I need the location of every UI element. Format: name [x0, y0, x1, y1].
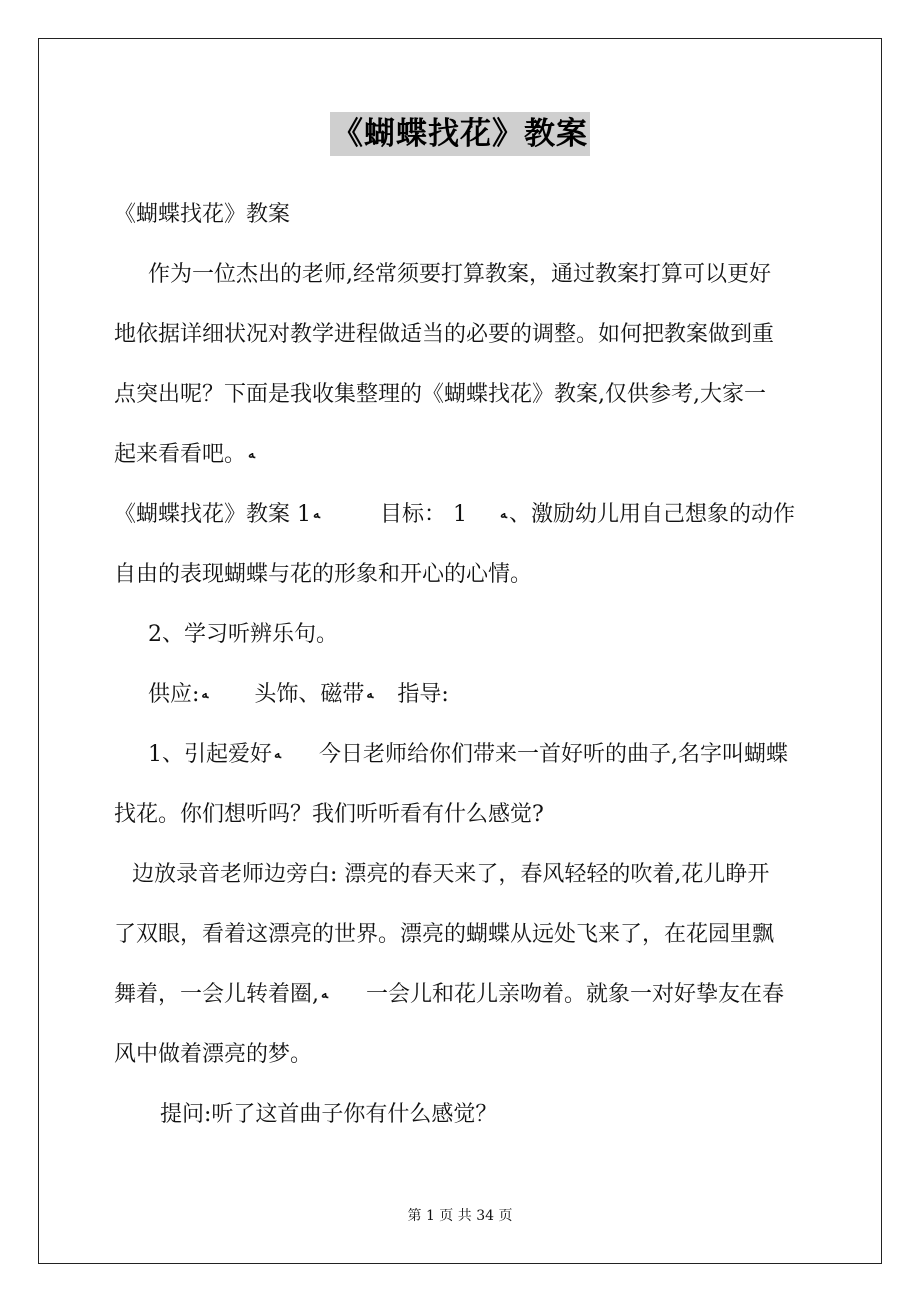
line-text: 供应:: [148, 682, 200, 707]
line-text: 、激励幼儿用自己想象的动作: [508, 502, 795, 527]
line-text: 指导:: [397, 682, 449, 707]
paragraph-line-14: [114, 1040, 312, 1070]
return-mark: ﻪ: [499, 507, 507, 522]
line-text: 边放录音老师边旁白: 漂亮的春天来了，春风轻轻的吹着,花儿睁开: [132, 862, 770, 887]
return-mark: ﻪ: [366, 687, 374, 702]
return-mark: ﻪ: [274, 747, 281, 762]
line-text: 1、引起爱好: [148, 742, 272, 767]
paragraph-line-1: [148, 260, 771, 290]
line-text: 地依据详细状况对教学进程做适当的必要的调整。如何把教案做到重: [114, 322, 775, 347]
paragraph-line-13: [114, 980, 784, 1010]
line-text: 一会儿和花儿亲吻着。就象一对好挚友在春: [365, 982, 784, 1007]
paragraph-line-9: [148, 740, 788, 770]
document-title: 《蝴蝶找花》教案: [330, 112, 590, 156]
line-text: 头饰、磁带: [254, 682, 365, 707]
line-text: 今日老师给你们带来一首好听的曲子,名字叫蝴蝶: [318, 742, 788, 767]
line-text: 2、学习听辨乐句。: [148, 622, 338, 647]
line-text: 风中做着漂亮的梦。: [114, 1042, 313, 1067]
paragraph-line-7: [148, 620, 338, 650]
line-text: 找花。你们想听吗？我们听听看有什么感觉?: [114, 802, 544, 827]
paragraph-line-2: [114, 320, 774, 350]
paragraph-line-12: [114, 920, 774, 950]
paragraph-line-3: [114, 380, 766, 410]
paragraph-line-6: [114, 560, 532, 590]
line-text: 自由的表现蝴蝶与花的形象和开心的心情。: [114, 562, 533, 587]
paragraph-line-10: [114, 800, 544, 830]
page-number-label: 第 1 页 共 34 页: [407, 1208, 513, 1224]
line-text: 起来看看吧。: [114, 442, 247, 467]
paragraph-line-5: [114, 500, 795, 530]
subtitle-line: [114, 200, 290, 230]
line-text: 目标： 1: [379, 502, 467, 527]
paragraph-line-4: [114, 440, 257, 470]
title-container: [0, 112, 920, 156]
paragraph-line-15: [160, 1100, 497, 1130]
page-footer: [0, 1206, 920, 1226]
line-text: 舞着，一会儿转着圈,: [114, 982, 319, 1007]
line-text: 提问:听了这首曲子你有什么感觉？: [160, 1102, 498, 1127]
subtitle-text: 《蝴蝶找花》教案: [114, 202, 291, 227]
line-text: 了双眼，看着这漂亮的世界。漂亮的蝴蝶从远处飞来了，在花园里飘: [114, 922, 775, 947]
paragraph-line-8: [148, 680, 449, 710]
paragraph-line-11: [132, 860, 769, 890]
return-mark: ﻪ: [321, 987, 328, 1002]
return-mark: ﻪ: [201, 687, 209, 702]
line-text: 作为一位杰出的老师,经常须要打算教案，通过教案打算可以更好: [148, 262, 771, 287]
return-mark: ﻪ: [313, 507, 320, 522]
line-text: 《蝴蝶找花》教案 1: [114, 502, 311, 527]
return-mark: ﻪ: [248, 447, 255, 462]
line-text: 点突出呢？下面是我收集整理的《蝴蝶找花》教案,仅供参考,大家一: [114, 382, 766, 407]
